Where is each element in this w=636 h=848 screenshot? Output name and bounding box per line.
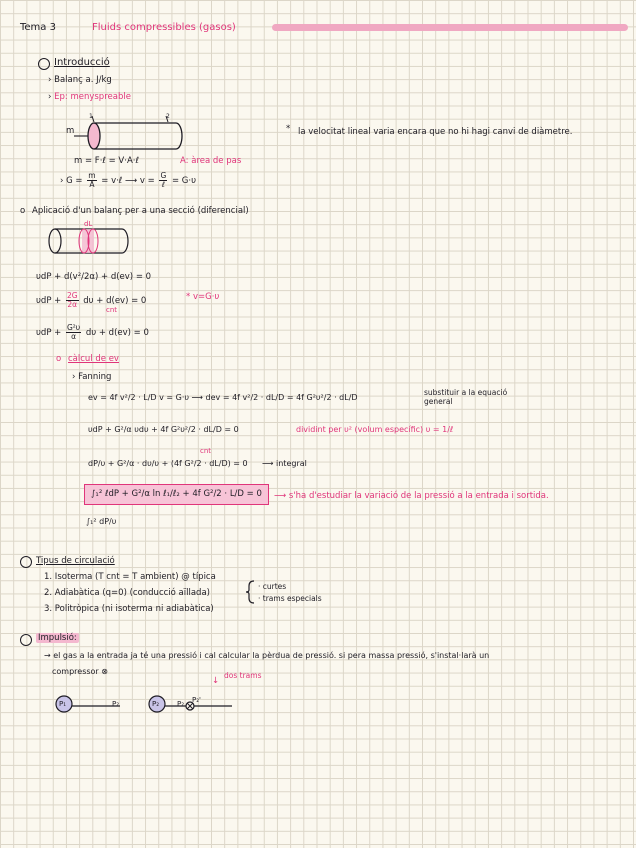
eq-g: › G = $\frac{m}{A}$ = v·ℓ ⟶ v = $\frac{G}{\text{ℓ}}$ = G·υ <box>60 171 197 189</box>
eq-g-frac2 <box>159 172 167 189</box>
fanning-text: Fanning <box>78 372 112 382</box>
pipe-label-2: 2 <box>166 113 170 120</box>
eq-b-start: υdP + <box>36 296 62 306</box>
text-fanning: › Fanning <box>72 372 112 382</box>
note-asterisk: * <box>286 124 291 134</box>
impulsio-heading-text: Impulsió: <box>38 633 77 643</box>
eq-int1: υdP + G²/α υdυ + 4f G²υ²/2 · dL/D = 0 <box>88 425 239 434</box>
bullet-circle-icon <box>20 556 32 568</box>
frac-num: G <box>160 171 167 180</box>
eq-b-note: * v=G·υ <box>186 292 220 302</box>
eq-g-frac1 <box>87 172 96 189</box>
frac-num: G²υ <box>66 323 81 332</box>
p2-label-c: P₂ <box>177 700 185 708</box>
pipe-label-1: 1 <box>89 113 93 120</box>
eq-int3: ∫₁² dP/υ <box>86 517 117 526</box>
section-heading-tipus: Tipus de circulació <box>36 556 115 566</box>
text-balanc: › Balanç a. J/kg <box>48 75 112 85</box>
eq-b-dv: dυ + <box>83 296 104 306</box>
bullet-circle-icon: o <box>56 354 62 364</box>
brace-item-1: · curtes <box>258 582 287 591</box>
p2-label-b: P₂ <box>152 700 160 708</box>
eq-balance-c <box>36 324 149 341</box>
brace-item-2: · trams especials <box>258 594 322 603</box>
brace-icon <box>246 580 256 604</box>
bullet-circle-icon <box>20 634 32 646</box>
text-ep: › Ep: menyspreable <box>48 92 131 102</box>
eq-final: ∫₁² ℓdP + G²/α ln ℓ₁/ℓ₂ + 4f G²/2 · L/D = 0 <box>91 489 262 499</box>
p2-prime-label: P₂' <box>192 696 201 704</box>
tipus-item-3: 3. Politròpica (ni isoterma ni adiabàtica) <box>44 604 214 614</box>
pipe-figure <box>64 112 214 162</box>
final-equation-box <box>84 484 269 505</box>
ep-text: Ep: menyspreable <box>54 92 131 102</box>
bullet-circle-icon <box>38 58 50 70</box>
eq-c-start: υdP + <box>36 328 62 338</box>
frac-num: 2G <box>66 291 78 300</box>
section-heading-calcul: càlcul de ev <box>68 354 119 364</box>
eq-int1-note: dividint per υ² (volum específic) υ = 1/ℓ <box>296 425 454 434</box>
eq-int2: dP/υ + G²/α · dυ/υ + (4f G²/2 · dL/D) = 0 <box>88 459 248 468</box>
p2-label-a: P₂ <box>112 700 120 708</box>
frac-den: 2α <box>67 300 78 309</box>
eq-c-frac <box>66 324 81 341</box>
tipus-item-1: 1. Isoterma (T cnt = T ambient) @ típica <box>44 572 216 582</box>
eq-g-mid: = v·ℓ ⟶ v = <box>101 176 155 186</box>
tema-label: Tema 3 <box>20 22 56 33</box>
eq-mass: m = F·ℓ = V·A·ℓ <box>74 156 139 166</box>
frac-den: A <box>89 180 95 189</box>
section-heading-introduccio: Introducció <box>54 57 110 68</box>
page-title: Fluids compressibles (gasos) <box>92 22 236 33</box>
arrow-down-icon: ↓ <box>212 676 220 686</box>
dos-trams-label: dos trams <box>224 671 262 680</box>
section-heading-aplicacio: Aplicació d'un balanç per a una secció (diferencial) <box>32 206 249 216</box>
balanc-text: Balanç a. J/kg <box>54 75 112 85</box>
eq-g-end: = G·υ <box>171 176 197 186</box>
pipe-label-m: m <box>66 126 75 136</box>
eq-mass-note: A: àrea de pas <box>180 156 242 166</box>
dl-label: dL <box>84 220 93 228</box>
frac-den: α <box>71 332 77 341</box>
section-heading-impulsio <box>36 633 79 644</box>
eq-c-end: dυ + d(ev) = 0 <box>85 328 149 338</box>
eq-b-cnt: cnt <box>106 306 118 314</box>
tipus-item-2: 2. Adiabàtica (q=0) (conducció aïllada) <box>44 588 210 598</box>
bullet-circle-icon: o <box>20 206 26 216</box>
header-highlight-bar <box>272 24 628 31</box>
eq-b-mid: d(ev) = 0 <box>106 296 147 306</box>
eq-final-note: ⟶ s'ha d'estudiar la variació de la pressió a la entrada i sortida. <box>274 491 549 501</box>
frac-num: m <box>88 171 96 180</box>
eq-ev: ev = 4f v²/2 · L/D v = G·υ ⟶ dev = 4f v²/2 · dL/D = 4f G²υ²/2 · dL/D <box>88 393 358 402</box>
note-velocitat: la velocitat lineal varia encara que no hi hagi canvi de diàmetre. <box>298 127 573 137</box>
p1-label: P₁ <box>59 700 67 708</box>
frac-den: ℓ <box>161 180 165 189</box>
eq-balance-a: υdP + d(v²/2α) + d(ev) = 0 <box>36 272 152 282</box>
impulsio-text-2: compressor ⊗ <box>52 667 108 676</box>
eq-g-prefix: G = <box>66 176 83 186</box>
eq-ev-note: substituir a la equació general <box>424 388 508 406</box>
eq-balance-b <box>36 292 146 309</box>
eq-int2-cnt: cnt <box>200 447 212 455</box>
eq-int2-note: ⟶ integral <box>262 459 307 468</box>
impulsio-text-1: → el gas a la entrada ja té una pressió i cal calcular la pèrdua de pressió. si pera massa pressió, s'instal·larà un <box>44 651 490 660</box>
eq-b-frac <box>66 292 79 309</box>
